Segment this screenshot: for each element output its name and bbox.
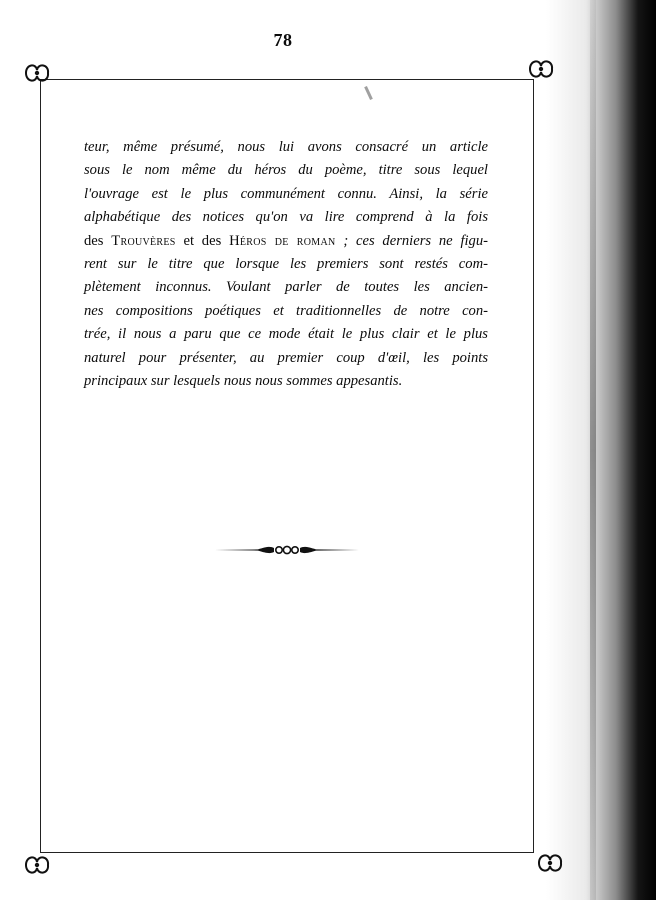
small-caps-term: Héros de roman (229, 232, 336, 249)
text-fragment: des (84, 232, 112, 249)
page-number: 78 (273, 30, 293, 50)
fleuron-corner-icon (526, 56, 556, 82)
tail-piece-ornament-icon (214, 542, 360, 558)
binding-shadow (546, 0, 656, 900)
body-paragraph (84, 136, 488, 393)
text-line: l'ouvrage est le plus communément connu. Ainsi, la série (84, 185, 488, 202)
text-line: plètement inconnus. Voulant parler de toutes les ancien- (84, 279, 488, 296)
text-line: teur, même présumé, nous lui avons consacré un article (84, 139, 488, 155)
text-line: rent sur le titre que lorsque les premiers sont restés com- (84, 256, 488, 273)
text-line: alphabétique des notices qu'on va lire comprend à la fois (84, 209, 488, 226)
text-line-with-small-caps (84, 230, 488, 253)
small-caps-term: Trouvères (111, 232, 176, 249)
fleuron-corner-icon (535, 850, 565, 876)
text-line: nes compositions poétiques et traditionnelles de notre con- (84, 302, 488, 319)
text-line: sous le nom même du héros du poème, titre sous lequel (84, 162, 488, 179)
text-line: naturel pour présenter, au premier coup d'œil, les points (84, 349, 488, 366)
fleuron-corner-icon (22, 852, 52, 878)
fleuron-corner-icon (22, 60, 52, 86)
text-line: trée, il nous a paru que ce mode était le plus clair et le plus (84, 326, 488, 343)
binding-streak (590, 0, 596, 900)
text-fragment: et des (175, 232, 230, 249)
text-fragment: ; ces derniers ne figu- (335, 232, 489, 249)
text-line: principaux sur lesquels nous nous sommes appesantis. (84, 373, 403, 390)
